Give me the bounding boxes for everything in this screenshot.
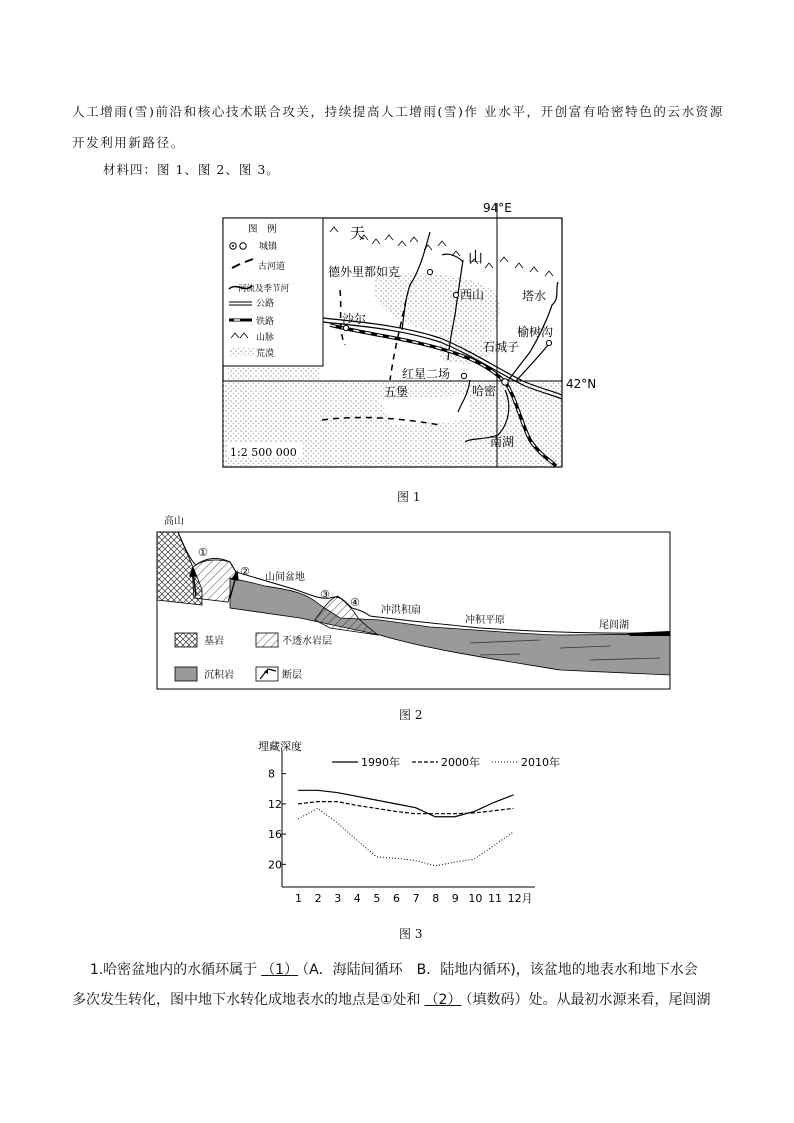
label-n2: ② bbox=[240, 565, 250, 578]
figure-1-caption: 图 1 bbox=[397, 490, 421, 504]
legend-fault: 断层 bbox=[282, 670, 302, 681]
x-tick-label: 6 bbox=[393, 892, 400, 905]
x-tick-label: 7 bbox=[412, 892, 420, 905]
intro-line-2: 开发利用新路径。 bbox=[72, 135, 185, 150]
question-line-2 bbox=[72, 985, 724, 1015]
label-hongxing: 红星二场 bbox=[402, 367, 451, 381]
label-yushugou: 榆树沟 bbox=[517, 325, 554, 339]
legend-1990: 1990年 bbox=[361, 756, 400, 769]
y-tick-label: 12 bbox=[268, 797, 282, 811]
x-tick-label: 4 bbox=[353, 892, 361, 905]
answer-blank-2[interactable]: （2） bbox=[424, 992, 462, 1008]
label-wubao: 五堡 bbox=[384, 385, 409, 399]
x-tick-label: 1 bbox=[295, 892, 302, 905]
figure-2-caption: 图 2 bbox=[399, 708, 423, 722]
svg-text:公路: 公路 bbox=[256, 299, 275, 309]
figure-3-chart bbox=[0, 735, 794, 915]
impermeable-layer-1 bbox=[192, 560, 236, 602]
legend-2000: 2000年 bbox=[441, 756, 480, 769]
legend-bedrock: 基岩 bbox=[204, 636, 224, 647]
x-tick-label: 12月 bbox=[507, 892, 533, 905]
map-scale: 1:2 500 000 bbox=[230, 446, 297, 459]
svg-text:古河道: 古河道 bbox=[258, 262, 286, 272]
chart-ylabel: 埋藏深度 bbox=[258, 740, 302, 753]
y-tick-label: 8 bbox=[268, 767, 275, 781]
x-tick-label: 2 bbox=[314, 892, 322, 905]
meridian-label: 94°E bbox=[483, 201, 512, 215]
label-lake: 尾闾湖 bbox=[599, 620, 629, 631]
label-n3: ③ bbox=[320, 588, 330, 601]
svg-text:荒漠: 荒漠 bbox=[256, 349, 275, 359]
y-tick-label: 20 bbox=[268, 858, 282, 872]
legend-fault-swatch bbox=[256, 667, 278, 681]
x-tick-label: 10 bbox=[468, 892, 483, 905]
intro-line-1: 人工增雨(雪)前沿和核心技术联合攻关，持续提高人工增雨(雪)作 业水平，开创富有哈密特色的云水资源 bbox=[72, 104, 724, 119]
x-tick-label: 3 bbox=[334, 892, 342, 905]
question-text-c: 多次发生转化，图中地下水转化成地表水的地点是①处和 bbox=[72, 992, 421, 1008]
label-shaer: 沙尔 bbox=[342, 312, 367, 326]
label-n1: ① bbox=[198, 546, 208, 559]
label-fan: 冲洪积扇 bbox=[381, 605, 421, 616]
y-tick-label: 16 bbox=[268, 828, 282, 842]
legend-river bbox=[229, 283, 290, 294]
series-line-2010 bbox=[298, 808, 514, 865]
label-xishan: 西山 bbox=[460, 288, 485, 302]
svg-text:铁路: 铁路 bbox=[256, 317, 275, 327]
legend-sediment: 沉积岩 bbox=[204, 670, 234, 681]
label-tashui: 塔水 bbox=[522, 289, 547, 303]
question-text-a: 1.哈密盆地内的水循环属于 bbox=[89, 962, 258, 978]
legend-title: 图 例 bbox=[248, 224, 277, 235]
question-line-1 bbox=[72, 955, 724, 985]
question-text-d: （填数码）处。从最初水源来看，尾闾湖 bbox=[465, 992, 711, 1008]
question-1 bbox=[72, 955, 724, 1015]
figure-3-caption: 图 3 bbox=[399, 927, 423, 941]
figure-1-map bbox=[0, 0, 794, 480]
svg-text:城镇: 城镇 bbox=[259, 242, 278, 252]
x-tick-label: 9 bbox=[451, 892, 459, 905]
label-shan: 山 bbox=[468, 248, 484, 266]
x-tick-label: 5 bbox=[373, 892, 381, 905]
figure-2-section bbox=[0, 510, 794, 710]
legend-sediment-swatch bbox=[175, 667, 197, 681]
label-plain: 冲积平原 bbox=[465, 615, 505, 626]
x-tick-label: 8 bbox=[432, 892, 440, 905]
parallel-label: 42°N bbox=[566, 377, 597, 391]
x-tick-label: 11 bbox=[488, 892, 502, 905]
label-nanhu: 南湖 bbox=[490, 435, 515, 449]
label-tian: 天 bbox=[350, 224, 366, 242]
answer-blank-1[interactable]: （1） bbox=[261, 962, 299, 978]
legend-bedrock-swatch bbox=[175, 633, 197, 647]
label-hami: 哈密 bbox=[472, 384, 497, 398]
label-dewaili: 德外里都如克 bbox=[328, 265, 401, 279]
question-text-b: （A．海陆间循环 B．陆地内循环)，该盆地的地表水和地下水会 bbox=[302, 962, 698, 978]
legend-impermeable: 不透水岩层 bbox=[282, 636, 332, 647]
label-n4: ④ bbox=[350, 596, 360, 609]
legend-2010: 2010年 bbox=[521, 756, 560, 769]
legend-impermeable-swatch bbox=[256, 633, 278, 647]
label-gaoshan: 高山 bbox=[164, 516, 184, 527]
label-shichengzi: 石城子 bbox=[483, 340, 520, 354]
label-basin: 山间盆地 bbox=[265, 572, 305, 583]
svg-text:河流及季节河: 河流及季节河 bbox=[238, 284, 290, 294]
material-label: 材料四：图 1、图 2、图 3。 bbox=[103, 162, 280, 177]
svg-text:山脉: 山脉 bbox=[256, 333, 275, 343]
